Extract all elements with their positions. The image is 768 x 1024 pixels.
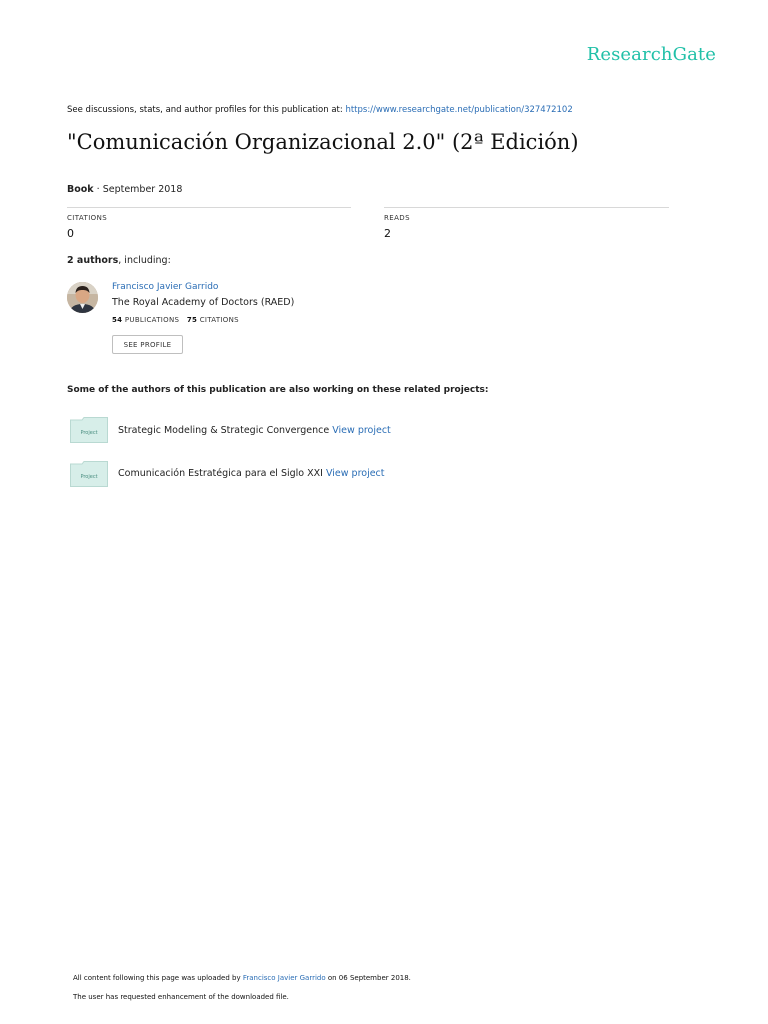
citations-value: 0 [67,227,74,240]
project-folder-icon[interactable] [70,417,108,443]
project-thumb-label: Project [80,430,98,436]
project-thumb-label: Project [80,474,98,480]
author-publications-count: 54 [112,316,123,324]
authors-heading [67,255,171,266]
authors-count: 2 authors [67,255,119,266]
publication-url-link[interactable]: https://www.researchgate.net/publication/327472102 [345,105,573,115]
author-publications-label: PUBLICATIONS [122,316,180,324]
intro-line [67,105,573,115]
publication-title: "Comunicación Organizacional 2.0" (2ª Edición) [67,130,579,154]
project-item [118,425,391,436]
author-institution: The Royal Academy of Doctors (RAED) [112,297,295,308]
see-profile-button[interactable]: SEE PROFILE [112,335,183,354]
footer-prefix: All content following this page was uploaded by [73,974,243,982]
researchgate-logo[interactable]: ResearchGate [586,44,716,65]
project-folder-icon[interactable] [70,461,108,487]
author-avatar[interactable] [67,282,98,313]
publication-meta [67,184,182,195]
project-title: Comunicación Estratégica para el Siglo XXI [118,468,326,479]
footer-enhancement-line: The user has requested enhancement of the downloaded file. [73,993,289,1001]
footer-upload-line [73,974,411,982]
footer-author-link[interactable]: Francisco Javier Garrido [242,974,326,982]
publication-date: September 2018 [102,184,183,195]
stats-divider-right [384,207,669,208]
stats-divider-left [67,207,351,208]
author-citations-label: CITATIONS [197,316,239,324]
author-stats [112,316,239,324]
author-citations-count: 75 [186,316,198,324]
project-item [118,468,385,479]
reads-label: READS [384,214,410,222]
author-photo-icon [67,282,98,313]
view-project-link[interactable]: View project [332,425,391,436]
authors-including: , including: [118,255,171,266]
meta-separator: · [93,184,103,195]
publication-type: Book [67,184,94,195]
reads-value: 2 [384,227,391,240]
project-title: Strategic Modeling & Strategic Convergence [118,425,333,436]
related-projects-heading: Some of the authors of this publication are also working on these related projects: [67,385,489,395]
footer-suffix: on 06 September 2018. [325,974,411,982]
view-project-link[interactable]: View project [325,468,385,479]
author-name-link[interactable]: Francisco Javier Garrido [112,282,219,292]
citations-label: CITATIONS [67,214,108,222]
intro-text: See discussions, stats, and author profiles for this publication at: [67,105,346,115]
